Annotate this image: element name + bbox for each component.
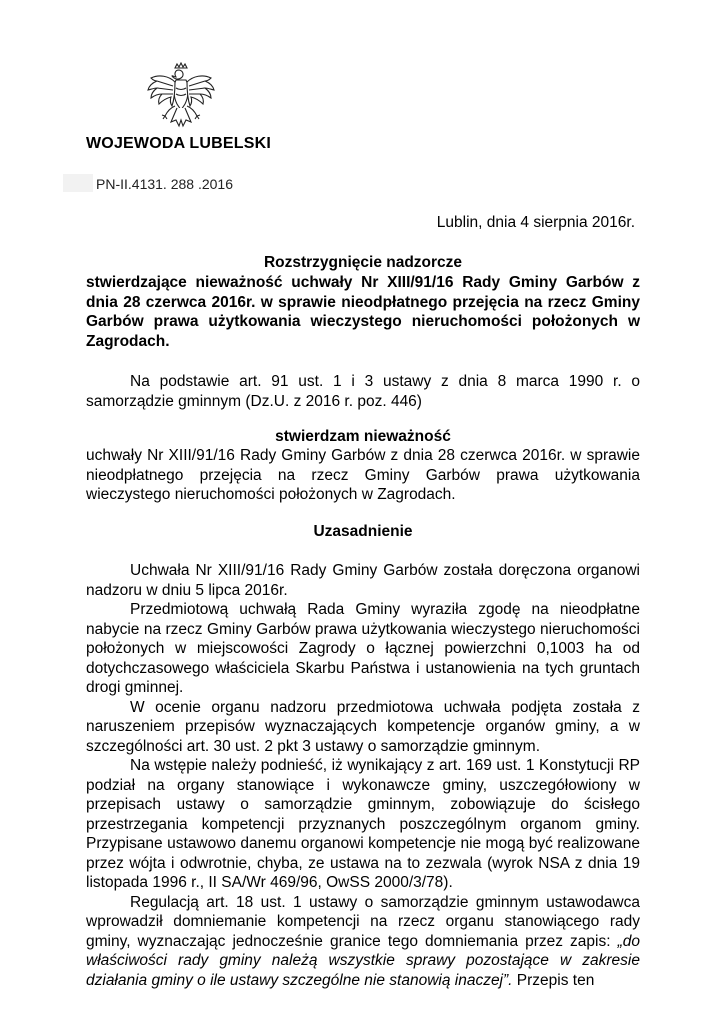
reasoning-paragraph bbox=[86, 893, 640, 991]
registry-stamp-field bbox=[63, 174, 93, 192]
reasoning-paragraph: Na wstępie należy podnieść, iż wynikający z art. 169 ust. 1 Konstytucji RP podział na organy stanowiące i wykonawcze gminy, uszczegółowiony w przepisach ustawy o samorządzie gminnym, zobowiązuje do ścisłego przestrzegania kompetencji przyznanych poszczególnym organom gminy. Przypisane ustawowo danemu organowi kompetencje nie mogą być realizowane przez wójta i odwrotnie, chyba, ze ustawa na to zezwala (wyrok NSA z dnia 19 listopada 1996 r., II SA/Wr 469/96, OwSS 2000/3/78). bbox=[86, 757, 640, 891]
reasoning-paragraph: Uchwała Nr XIII/91/16 Rady Gminy Garbów została doręczona organowi nadzoru w dniu 5 lipca 2016r. bbox=[86, 562, 640, 599]
reasoning-text: Przepis ten bbox=[512, 971, 595, 989]
reasoning-paragraph: W ocenie organu nadzoru przedmiotowa uchwała podjęta została z naruszeniem przepisów wyznaczających kompetencje organów gminy, a w szczególności art. 30 ust. 2 pkt 3 ustawy o samorządzie gminnym. bbox=[86, 698, 640, 755]
document-subject: stwierdzające nieważność uchwały Nr XIII/91/16 Rady Gminy Garbów z dnia 28 czerwca 2016r. w sprawie nieodpłatnego przejęcia na rzecz Gminy Garbów prawa użytkowania wieczystego nieruchomości położonych w Zagrodach. bbox=[86, 274, 640, 350]
case-number: PN-II.4131. 288 .2016 bbox=[96, 176, 233, 192]
legal-basis: Na podstawie art. 91 ust. 1 i 3 ustawy z dnia 8 marca 1990 r. o samorządzie gminnym (Dz.U. z 2016 r. poz. 446) bbox=[86, 373, 640, 410]
statute-quote: „do właściwości rady gminy należą wszystkie sprawy pozostające w zakresie działania gminy o ile ustawy szczególne nie stanowią inaczej”. bbox=[86, 932, 640, 989]
reasoning-body bbox=[86, 561, 640, 990]
document-title: Rozstrzygnięcie nadzorcze bbox=[263, 254, 463, 271]
reasoning-text: Regulacją art. 18 ust. 1 ustawy o samorządzie gminnym ustawodawca wprowadził domniemanie kompetencji na rzecz organu stanowiącego rady gminy, wyznaczając jednocześnie granice tego domniemania przez zapis: bbox=[86, 893, 640, 950]
place-and-date: Lublin, dnia 4 sierpnia 2016r. bbox=[436, 214, 635, 231]
reasoning-heading: Uzasadnienie bbox=[313, 523, 413, 540]
eagle-emblem-icon bbox=[143, 62, 219, 130]
decision-text: uchwały Nr XIII/91/16 Rady Gminy Garbów z dnia 28 czerwca 2016r. w sprawie nieodpłatnego przejęcia na rzecz Gminy Garbów prawa użytkowania wieczystego nieruchomości położonych w Zagrodach. bbox=[86, 447, 640, 503]
authority-name: WOJEWODA LUBELSKI bbox=[86, 135, 272, 152]
reasoning-paragraph: Przedmiotową uchwałą Rada Gminy wyraziła zgodę na nieodpłatne nabycie na rzecz Gminy Garbów prawa użytkowania wieczystego nieruchomości położonych w miejscowości Zagrody o łącznej powierzchni 0,1003 ha od dotychczasowego właściciela Skarbu Państwa i ustanowienia na tych gruntach drogi gminnej. bbox=[86, 601, 640, 696]
decision-heading: stwierdzam nieważność bbox=[275, 428, 451, 445]
